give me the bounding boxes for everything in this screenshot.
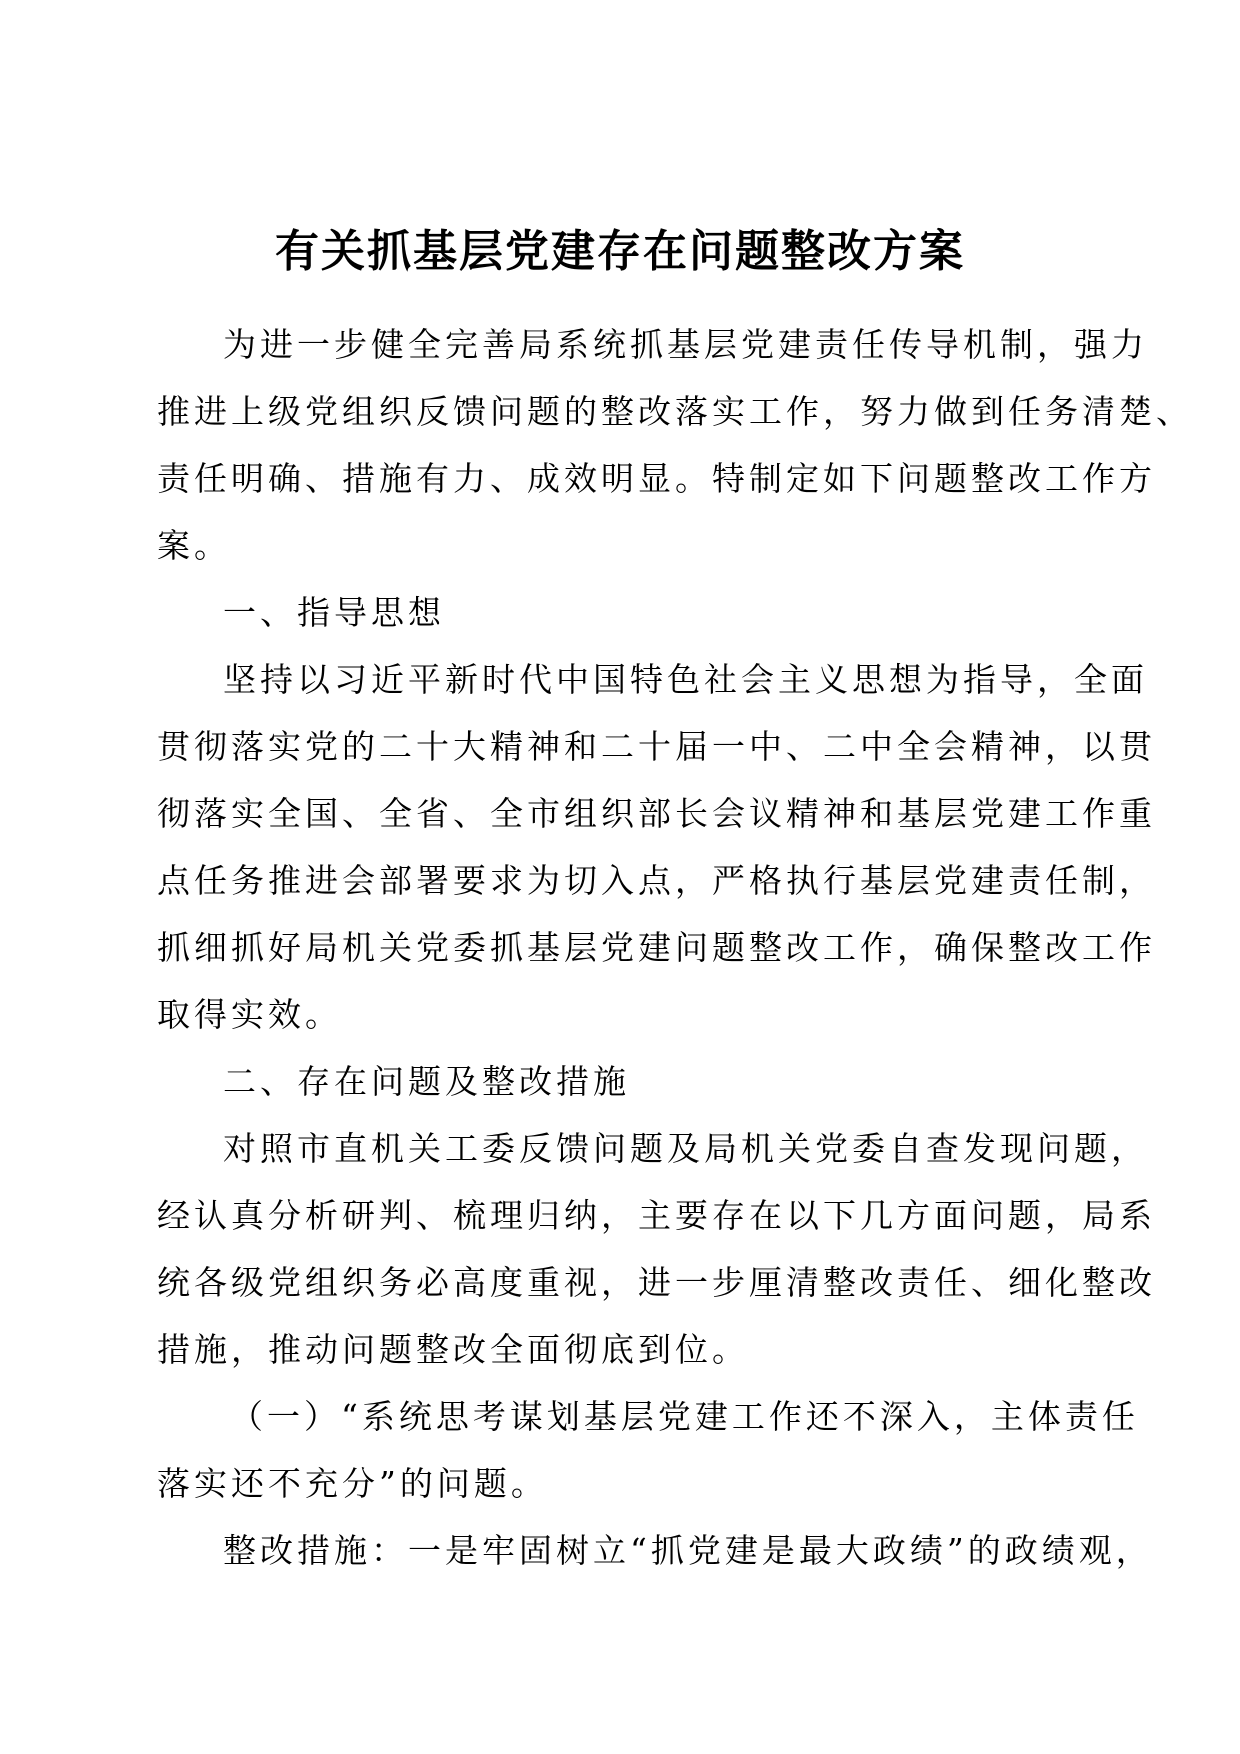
paragraph-line: 贯彻落实党的二十大精神和二十届一中、二中全会精神，以贯 — [157, 727, 1156, 766]
paragraph-line: 案。 — [157, 526, 231, 565]
paragraph-line: 点任务推进会部署要求为切入点，严格执行基层党建责任制， — [157, 861, 1156, 900]
paragraph-line: 推进上级党组织反馈问题的整改落实工作，努力做到任务清楚、 — [157, 392, 1193, 431]
document-title: 有关抓基层党建存在问题整改方案 — [275, 226, 965, 277]
paragraph-line: 坚持以习近平新时代中国特色社会主义思想为指导，全面 — [223, 660, 1148, 699]
paragraph-line: 对照市直机关工委反馈问题及局机关党委自查发现问题， — [223, 1129, 1148, 1168]
paragraph-line: 措施，推动问题整改全面彻底到位。 — [157, 1330, 749, 1369]
paragraph-line: 责任明确、措施有力、成效明显。特制定如下问题整改工作方 — [157, 459, 1156, 498]
paragraph-line: 整改措施：一是牢固树立“抓党建是最大政绩”的政绩观， — [223, 1531, 1153, 1570]
section-heading: 二、存在问题及整改措施 — [223, 1062, 630, 1101]
paragraph-line: 经认真分析研判、梳理归纳，主要存在以下几方面问题，局系 — [157, 1196, 1156, 1235]
paragraph-line: 彻落实全国、全省、全市组织部长会议精神和基层党建工作重 — [157, 794, 1156, 833]
paragraph-line: 取得实效。 — [157, 995, 342, 1034]
paragraph-line: 抓细抓好局机关党委抓基层党建问题整改工作，确保整改工作 — [157, 928, 1156, 967]
paragraph-line: 统各级党组织务必高度重视，进一步厘清整改责任、细化整改 — [157, 1263, 1156, 1302]
paragraph-line: 落实还不充分”的问题。 — [157, 1464, 548, 1503]
paragraph-line: 为进一步健全完善局系统抓基层党建责任传导机制，强力 — [223, 325, 1148, 364]
subsection-heading: （一）“系统思考谋划基层党建工作还不深入，主体责任 — [230, 1397, 1139, 1436]
section-heading: 一、指导思想 — [223, 593, 445, 632]
